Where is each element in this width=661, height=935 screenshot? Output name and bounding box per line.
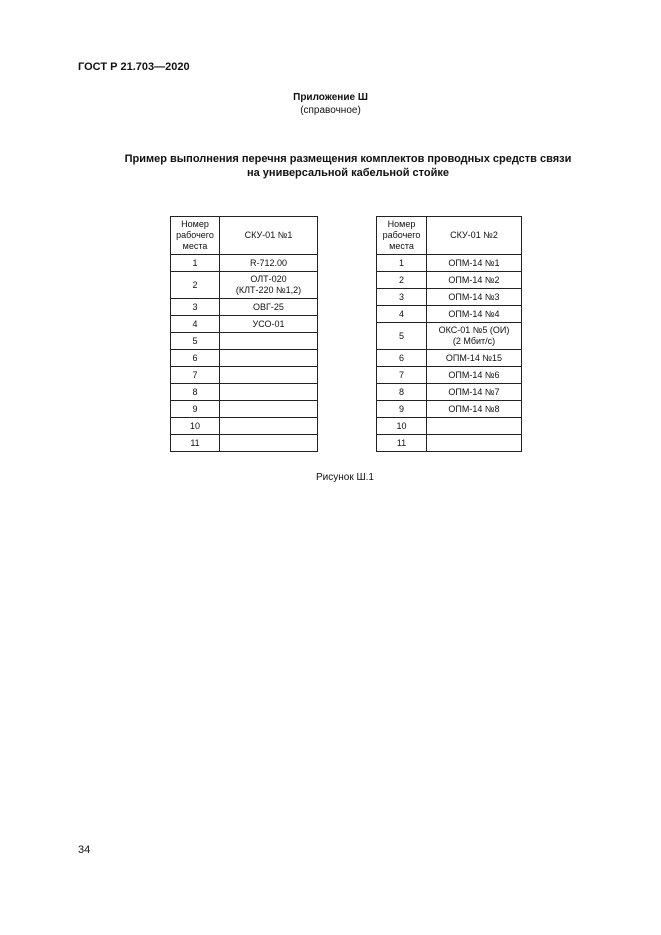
workplace-number-cell: 8 [171, 384, 220, 401]
equipment-cell [220, 299, 318, 316]
header-cell-rack: СКУ-01 №2 [427, 217, 522, 255]
equipment-cell [427, 255, 522, 272]
workplace-number-cell: 4 [171, 316, 220, 333]
header-cell-rack: СКУ-01 №1 [220, 217, 318, 255]
workplace-number-cell: 4 [377, 306, 427, 323]
equipment-cell [427, 350, 522, 367]
equipment-line: ОВГ-25 [253, 301, 284, 312]
workplace-number-cell: 7 [171, 367, 220, 384]
equipment-cell [427, 384, 522, 401]
workplace-number-cell: 8 [377, 384, 427, 401]
workplace-number-cell: 7 [377, 367, 427, 384]
equipment-line: ОПМ-14 №1 [448, 257, 500, 268]
rack-table-1 [170, 216, 318, 452]
title-line-1: Пример выполнения перечня размещения комплектов проводных средств связи [124, 153, 572, 165]
workplace-number-cell: 3 [171, 299, 220, 316]
workplace-number-cell: 10 [171, 418, 220, 435]
table-row [171, 435, 318, 452]
equipment-line: (КЛТ-220 №1,2) [235, 285, 302, 295]
workplace-number-cell: 2 [171, 272, 220, 299]
header-line: рабочего [176, 230, 214, 240]
table-row [377, 289, 522, 306]
equipment-cell [220, 418, 318, 435]
table-row [377, 306, 522, 323]
equipment-cell [427, 323, 522, 350]
title-line-2: на универсальной кабельной стойке [246, 167, 450, 179]
header-line: рабочего [382, 230, 421, 240]
workplace-number-cell: 5 [377, 323, 427, 350]
equipment-line: ОПМ-14 №4 [448, 308, 500, 319]
table-row [171, 418, 318, 435]
equipment-line: ОКС-01 №5 (ОИ) [438, 325, 510, 335]
table-row [377, 272, 522, 289]
equipment-cell [220, 316, 318, 333]
table-row [377, 418, 522, 435]
equipment-cell [220, 401, 318, 418]
rack-table-2 [376, 216, 522, 452]
workplace-number-cell: 1 [377, 255, 427, 272]
table-row [377, 350, 522, 367]
appendix-title: Приложение Ш [293, 92, 368, 103]
workplace-number-cell: 10 [377, 418, 427, 435]
table-row [171, 401, 318, 418]
workplace-number-cell: 11 [377, 435, 427, 452]
header-line: места [182, 241, 208, 251]
header-cell-workplace-number [171, 217, 220, 255]
equipment-line: УСО-01 [252, 318, 285, 329]
equipment-line: ОПМ-14 №3 [448, 291, 500, 302]
header-line: места [389, 241, 414, 251]
equipment-line: ОПМ-14 №8 [448, 403, 500, 414]
equipment-cell [220, 272, 318, 299]
workplace-number-cell: 1 [171, 255, 220, 272]
workplace-number-cell: 3 [377, 289, 427, 306]
equipment-cell [427, 272, 522, 289]
equipment-cell [220, 384, 318, 401]
table-row [377, 401, 522, 418]
equipment-line: R-712.00 [249, 257, 288, 268]
equipment-cell [220, 333, 318, 350]
table-header-row [171, 217, 318, 255]
equipment-cell [220, 255, 318, 272]
appendix-kind: (справочное) [300, 105, 361, 116]
equipment-cell [220, 350, 318, 367]
table-row [377, 384, 522, 401]
table-row [171, 367, 318, 384]
header-line: Номер [387, 219, 416, 229]
equipment-line: (2 Мбит/с) [452, 336, 496, 346]
page-title [0, 152, 661, 180]
workplace-number-cell: 6 [377, 350, 427, 367]
equipment-cell [220, 435, 318, 452]
equipment-line: ОЛТ-020 [250, 274, 287, 284]
appendix-heading [0, 91, 661, 117]
equipment-cell [427, 367, 522, 384]
workplace-number-cell: 11 [171, 435, 220, 452]
page-number: 34 [78, 844, 91, 856]
equipment-cell [220, 367, 318, 384]
figure-caption: Рисунок Ш.1 [316, 472, 374, 483]
equipment-cell [427, 435, 522, 452]
table-row [171, 333, 318, 350]
table-row [377, 367, 522, 384]
header-cell-workplace-number [377, 217, 427, 255]
table-row [171, 316, 318, 333]
table-row [171, 255, 318, 272]
workplace-number-cell: 6 [171, 350, 220, 367]
table-row [171, 272, 318, 299]
header-line: Номер [181, 219, 209, 229]
table-row [171, 299, 318, 316]
equipment-cell [427, 401, 522, 418]
equipment-line: ОПМ-14 №15 [445, 352, 503, 363]
table-row [377, 323, 522, 350]
workplace-number-cell: 9 [377, 401, 427, 418]
document-code: ГОСТ Р 21.703—2020 [78, 61, 190, 73]
equipment-cell [427, 418, 522, 435]
equipment-cell [427, 289, 522, 306]
table-row [377, 255, 522, 272]
workplace-number-cell: 2 [377, 272, 427, 289]
table-row [171, 384, 318, 401]
equipment-line: ОПМ-14 №7 [448, 386, 500, 397]
table-header-row [377, 217, 522, 255]
equipment-line: ОПМ-14 №2 [448, 274, 500, 285]
workplace-number-cell: 9 [171, 401, 220, 418]
table-row [377, 435, 522, 452]
table-row [171, 350, 318, 367]
workplace-number-cell: 5 [171, 333, 220, 350]
equipment-line: ОПМ-14 №6 [448, 369, 500, 380]
equipment-cell [427, 306, 522, 323]
